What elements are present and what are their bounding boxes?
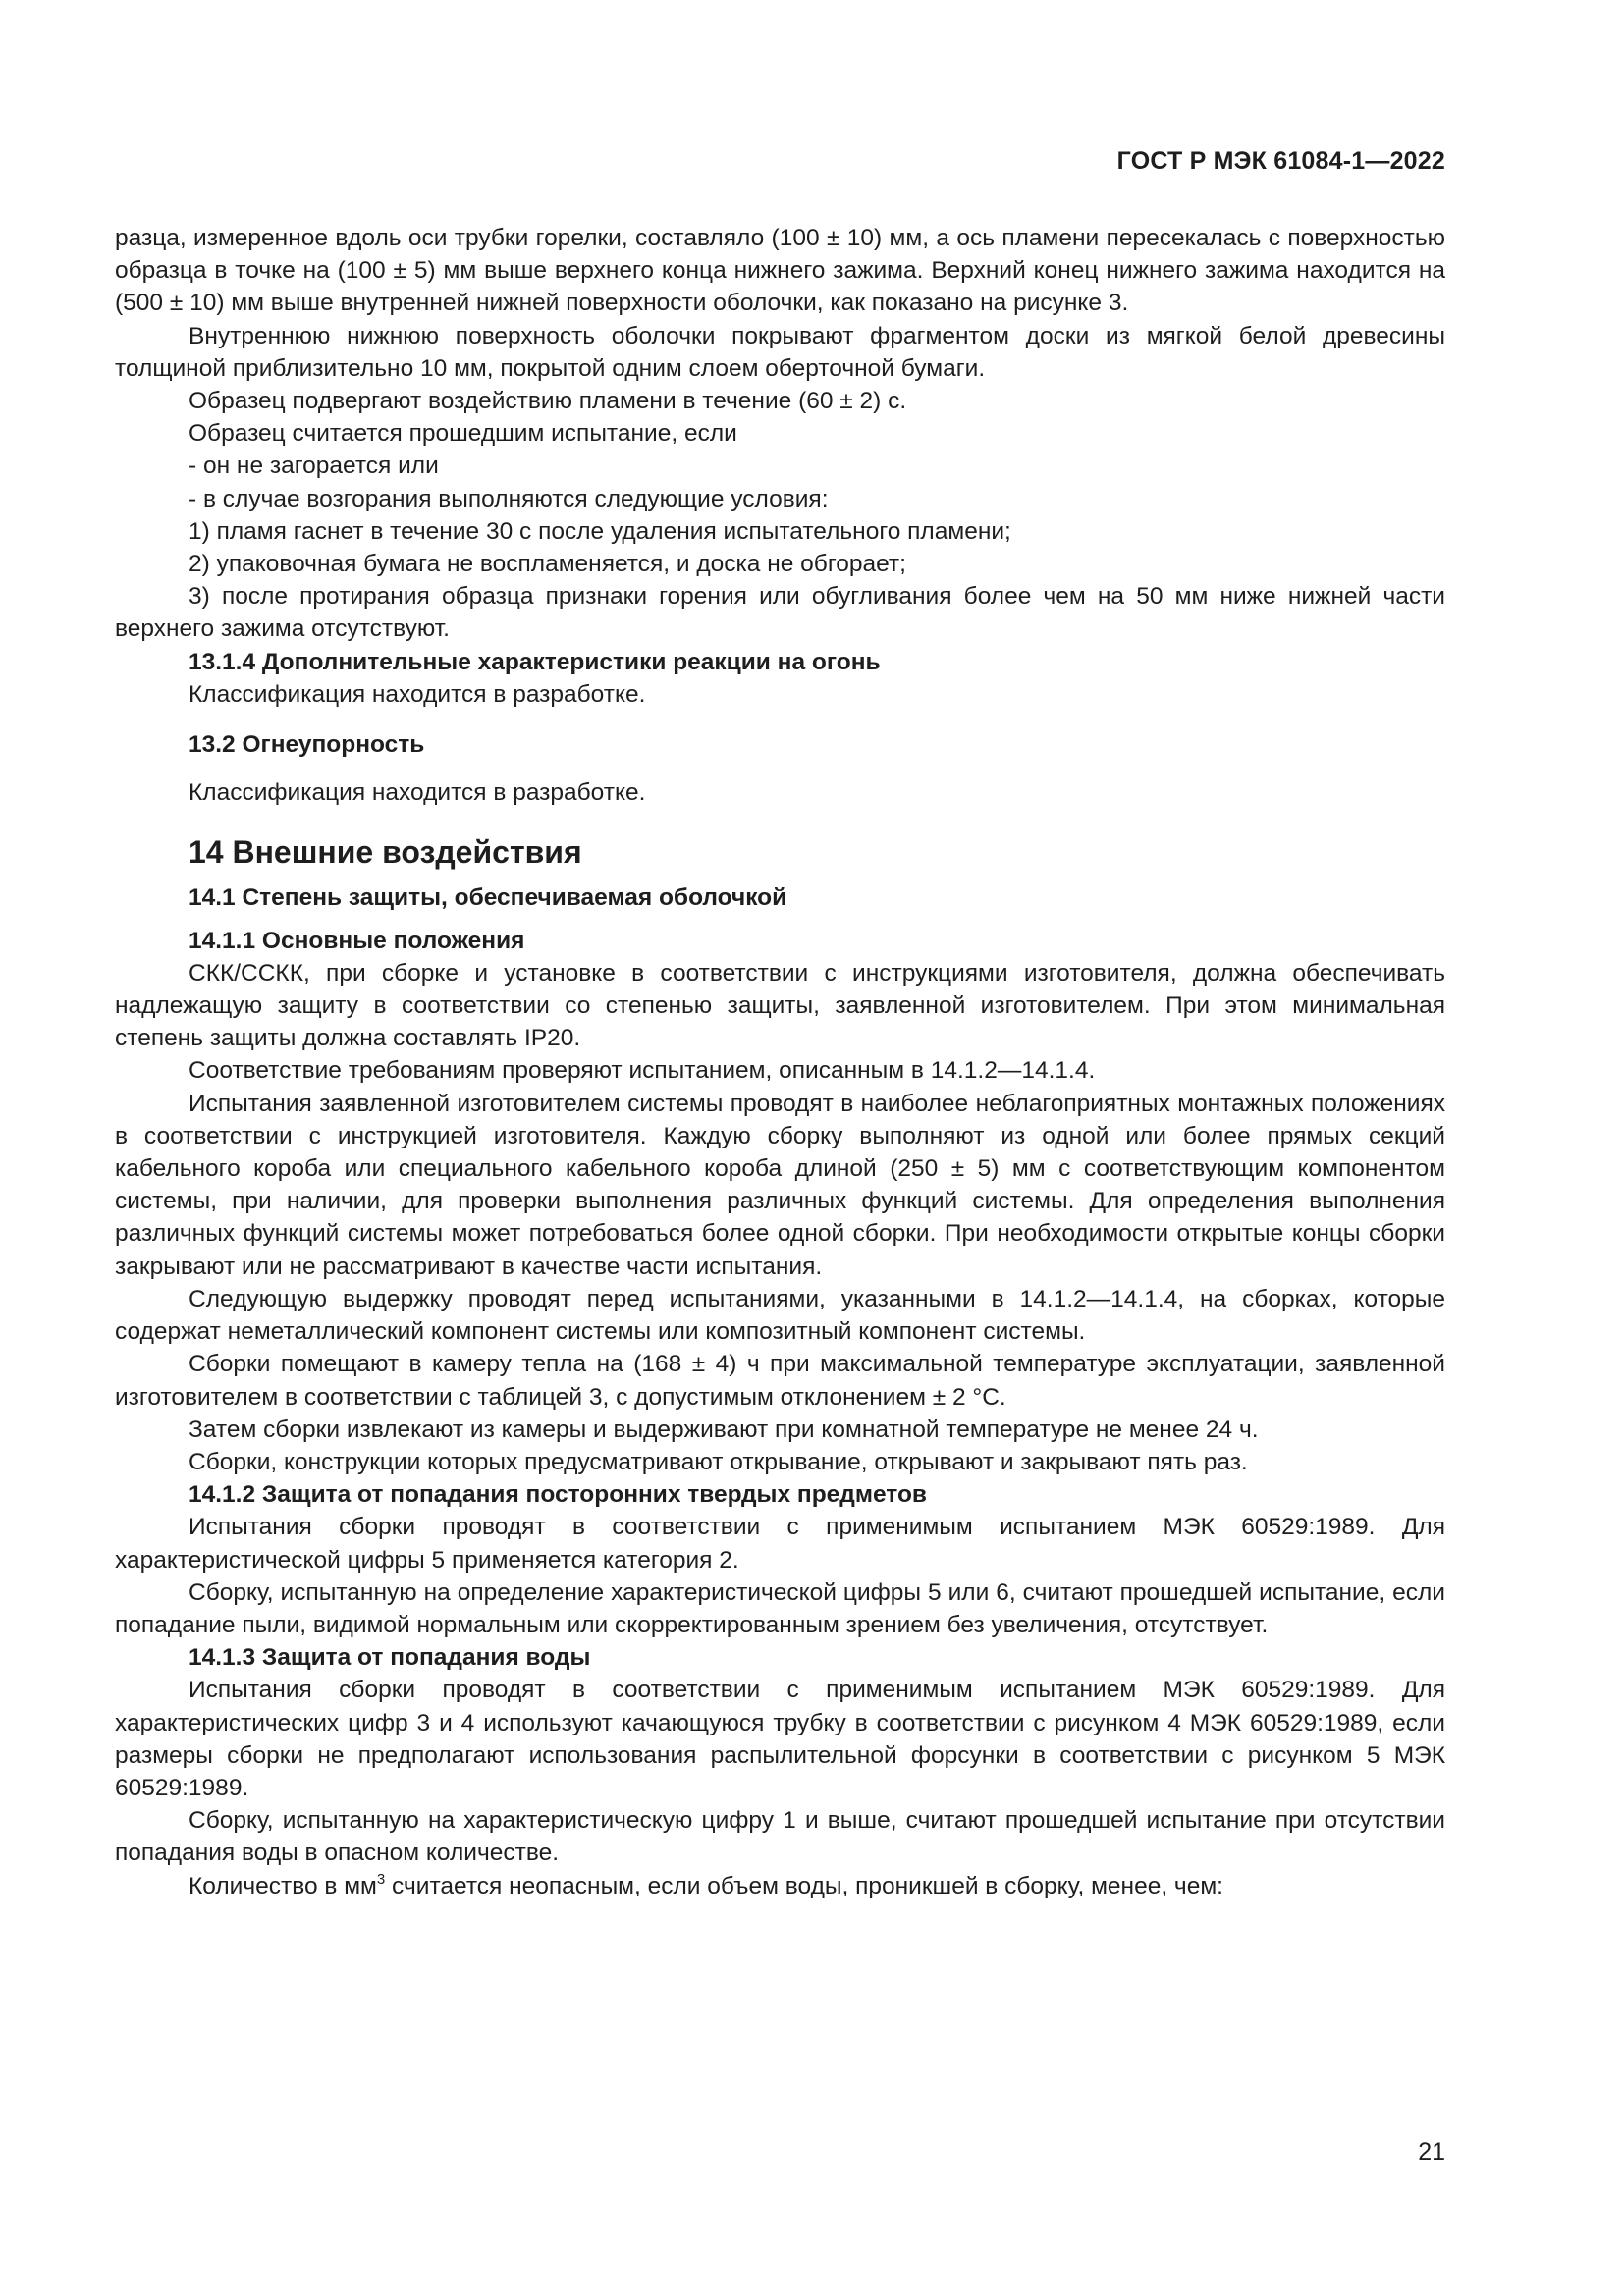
list-item: 1) пламя гаснет в течение 30 с после удаления испытательного пламени; — [189, 517, 1011, 545]
page-body — [115, 222, 1445, 1902]
paragraph: СКК/ССКК, при сборке и установке в соответствии с инструкциями изготовителя, должна обеспечивать надлежащую защиту в соответствии со степенью защиты, заявленной изготовителем. При этом минимальная степень защиты должна составлять IP20. — [115, 959, 1445, 1052]
paragraph: Классификация находится в разработке. — [189, 779, 646, 807]
paragraph: Испытания сборки проводят в соответствии с применимым испытанием МЭК 60529:1989. Для характеристических цифр 3 и 4 используют качающуюся трубку в соответствии с рисунком 4 МЭК 60529:1989, если размеры сборки не предполагают использования распылительной форсунки в соответствии с рисунком 5 МЭК 60529:1989. — [115, 1677, 1445, 1801]
paragraph: Сборку, испытанную на определение характеристической цифры 5 или 6, считают прошедшей испытание, если попадание пыли, видимой нормальным или скорректированным зрением без увеличения, отсутствует. — [115, 1578, 1445, 1638]
list-item: - он не загорается или — [189, 453, 439, 480]
section-heading-14-1-1: 14.1.1 Основные положения — [189, 927, 525, 954]
paragraph: Сборки помещают в камеру тепла на (168 ± 4) ч при максимальной температуре эксплуатации, заявленной изготовителем в соответствии с таблицей 3, с допустимым отклонением ± 2 °С. — [115, 1351, 1445, 1411]
paragraph: Классификация находится в разработке. — [189, 680, 646, 708]
section-heading-13-1-4: 13.1.4 Дополнительные характеристики реакции на огонь — [189, 648, 881, 675]
document-code: ГОСТ Р МЭК 61084-1—2022 — [1116, 147, 1445, 175]
paragraph: Затем сборки извлекают из камеры и выдерживают при комнатной температуре не менее 24 ч. — [189, 1415, 1259, 1443]
paragraph — [115, 1870, 1445, 1902]
paragraph: Сборку, испытанную на характеристическую цифру 1 и выше, считают прошедшей испытание при отсутствии попадания воды в опасном количестве. — [115, 1807, 1445, 1867]
section-heading-14-1: 14.1 Степень защиты, обеспечиваемая оболочкой — [189, 884, 787, 912]
list-item: 3) после протирания образца признаки горения или обугливания более чем на 50 мм ниже нижней части верхнего зажима отсутствуют. — [115, 583, 1445, 643]
paragraph-text: Количество в мм — [189, 1872, 377, 1899]
paragraph: Следующую выдержку проводят перед испытаниями, указанными в 14.1.2—14.1.4, на сборках, которые содержат неметаллический компонент системы или композитный компонент системы. — [115, 1285, 1445, 1346]
paragraph: Испытания сборки проводят в соответствии с применимым испытанием МЭК 60529:1989. Для характеристической цифры 5 применяется категория 2. — [115, 1514, 1445, 1574]
paragraph: Сборки, конструкции которых предусматривают открывание, открывают и закрывают пять раз. — [189, 1448, 1248, 1475]
list-item: - в случае возгорания выполняются следующие условия: — [189, 485, 829, 512]
paragraph: Образец подвергают воздействию пламени в течение (60 ± 2) с. — [189, 388, 907, 415]
paragraph-text: считается неопасным, если объем воды, проникшей в сборку, менее, чем: — [385, 1872, 1223, 1899]
section-heading-14-1-3: 14.1.3 Защита от попадания воды — [189, 1644, 591, 1672]
section-heading-14: 14 Внешние воздействия — [189, 834, 582, 871]
page-number: 21 — [1418, 2138, 1445, 2165]
section-heading-14-1-2: 14.1.2 Защита от попадания посторонних твердых предметов — [189, 1481, 927, 1509]
list-item: 2) упаковочная бумага не воспламеняется, и доска не обгорает; — [189, 551, 906, 578]
superscript: 3 — [376, 1870, 386, 1888]
paragraph: Испытания заявленной изготовителем системы проводят в наиболее неблагоприятных монтажных положениях в соответствии с инструкцией изготовителя. Каждую сборку выполняют из одной или более прямых секций кабельного короба или специального кабельного короба длиной (250 ± 5) мм с соответствующим компонентом системы, при наличии, для проверки выполнения различных функций системы. Для определения выполнения различных функций системы может потребоваться более одной сборки. При необходимости открытые концы сборки закрывают или не рассматривают в качестве части испытания. — [115, 1090, 1445, 1280]
paragraph: Соответствие требованиям проверяют испытанием, описанным в 14.1.2—14.1.4. — [189, 1057, 1096, 1085]
paragraph: Внутреннюю нижнюю поверхность оболочки покрывают фрагментом доски из мягкой белой древесины толщиной приблизительно 10 мм, покрытой одним слоем оберточной бумаги. — [115, 322, 1445, 382]
paragraph: Образец считается прошедшим испытание, если — [189, 420, 737, 448]
paragraph: разца, измеренное вдоль оси трубки горелки, составляло (100 ± 10) мм, а ось пламени пересекалась с поверхностью образца в точке на (100 ± 5) мм выше верхнего конца нижнего зажима. Верхний конец нижнего зажима находится на (500 ± 10) мм выше внутренней нижней поверхности оболочки, как показано на рисунке 3. — [115, 225, 1445, 317]
section-heading-13-2: 13.2 Огнеупорность — [189, 731, 425, 759]
